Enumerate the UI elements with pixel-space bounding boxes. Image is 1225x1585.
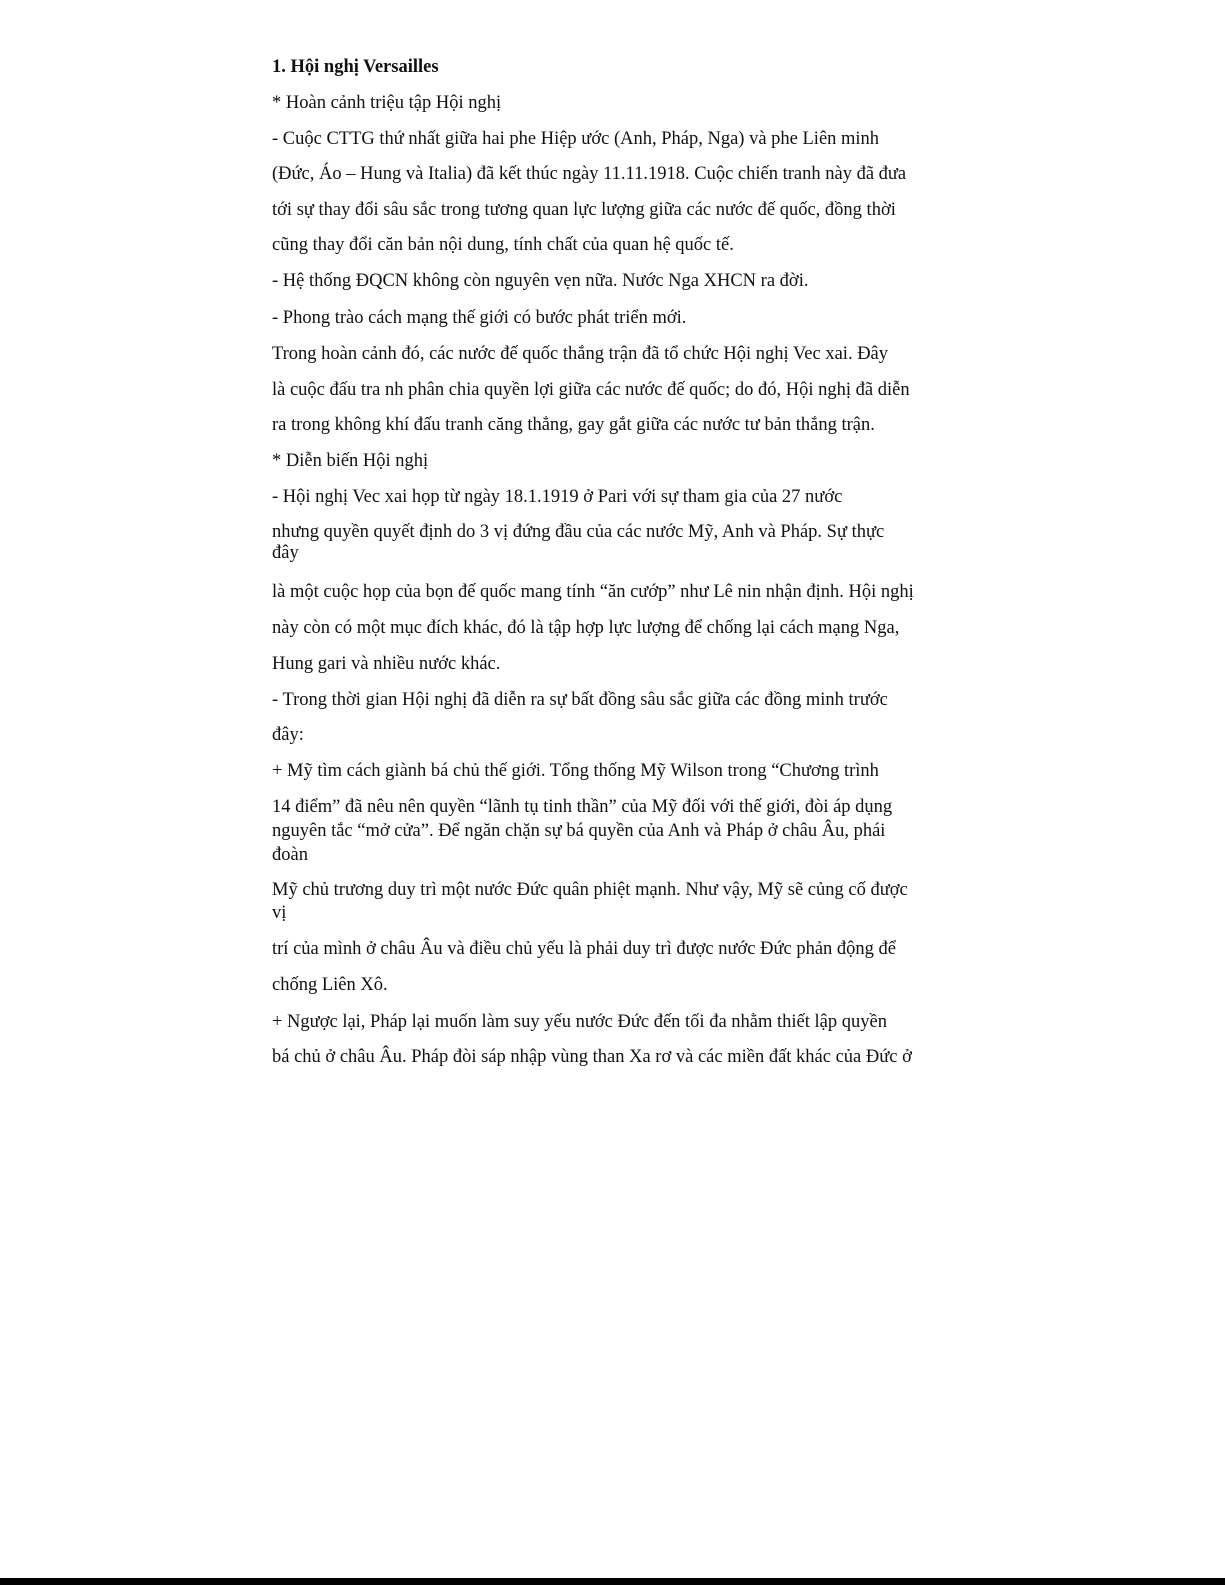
text-line: tới sự thay đổi sâu sắc trong tương quan lực lượng giữa các nước đế quốc, đồng thời (272, 200, 896, 220)
text-line: * Hoàn cảnh triệu tập Hội nghị (272, 93, 502, 113)
page-bottom-border (0, 1578, 1225, 1585)
text-line: ra trong không khí đấu tranh căng thẳng, gay gắt giữa các nước tư bản thắng trận. (272, 415, 875, 435)
text-line: là một cuộc họp của bọn đế quốc mang tính “ăn cướp” như Lê nin nhận định. Hội nghị (272, 582, 914, 602)
text-line: + Ngược lại, Pháp lại muốn làm suy yếu nước Đức đến tối đa nhằm thiết lập quyền (272, 1012, 887, 1032)
text-line: bá chủ ở châu Âu. Pháp đòi sáp nhập vùng than Xa rơ và các miền đất khác của Đức ở (272, 1047, 912, 1067)
text-line: - Cuộc CTTG thứ nhất giữa hai phe Hiệp ước (Anh, Pháp, Nga) và phe Liên minh (272, 129, 880, 149)
text-line: - Trong thời gian Hội nghị đã diễn ra sự bất đồng sâu sắc giữa các đồng minh trước (272, 690, 888, 710)
text-line: cũng thay đổi căn bản nội dung, tính chất của quan hệ quốc tế. (272, 235, 734, 255)
text-line: vị (272, 903, 287, 923)
text-line: Hung gari và nhiều nước khác. (272, 654, 501, 674)
text-line: * Diễn biến Hội nghị (272, 451, 429, 471)
text-line: 14 điểm” đã nêu nên quyền “lãnh tụ tinh thần” của Mỹ đối với thế giới, đòi áp dụng (272, 797, 893, 817)
text-line: - Phong trào cách mạng thế giới có bước phát triển mới. (272, 308, 687, 328)
text-line: đây (272, 543, 299, 563)
text-line: trí của mình ở châu Âu và điều chủ yếu là phải duy trì được nước Đức phản động để (272, 939, 897, 959)
text-line: nguyên tắc “mở cửa”. Để ngăn chặn sự bá quyền của Anh và Pháp ở châu Âu, phái (272, 821, 886, 841)
text-line: + Mỹ tìm cách giành bá chủ thế giới. Tổng thống Mỹ Wilson trong “Chương trình (272, 761, 879, 781)
text-line: - Hệ thống ĐQCN không còn nguyên vẹn nữa. Nước Nga XHCN ra đời. (272, 271, 809, 291)
text-line: (Đức, Áo – Hung và Italia) đã kết thúc ngày 11.11.1918. Cuộc chiến tranh này đã đưa (272, 164, 907, 184)
text-line: này còn có một mục đích khác, đó là tập hợp lực lượng để chống lại cách mạng Nga, (272, 618, 900, 638)
text-line: Trong hoàn cảnh đó, các nước đế quốc thắng trận đã tổ chức Hội nghị Vec xai. Đây (272, 344, 889, 364)
text-line: là cuộc đấu tra nh phân chia quyền lợi giữa các nước đế quốc; do đó, Hội nghị đã diễn (272, 380, 910, 400)
text-line: chống Liên Xô. (272, 975, 388, 995)
text-line: nhưng quyền quyết định do 3 vị đứng đầu của các nước Mỹ, Anh và Pháp. Sự thực (272, 522, 885, 542)
section-heading: 1. Hội nghị Versailles (272, 57, 439, 77)
text-line: đây: (272, 725, 304, 745)
text-line: - Hội nghị Vec xai họp từ ngày 18.1.1919 ở Pari với sự tham gia của 27 nước (272, 487, 843, 507)
text-line: đoàn (272, 845, 308, 865)
text-line: Mỹ chủ trương duy trì một nước Đức quân phiệt mạnh. Như vậy, Mỹ sẽ củng cố được (272, 880, 908, 900)
